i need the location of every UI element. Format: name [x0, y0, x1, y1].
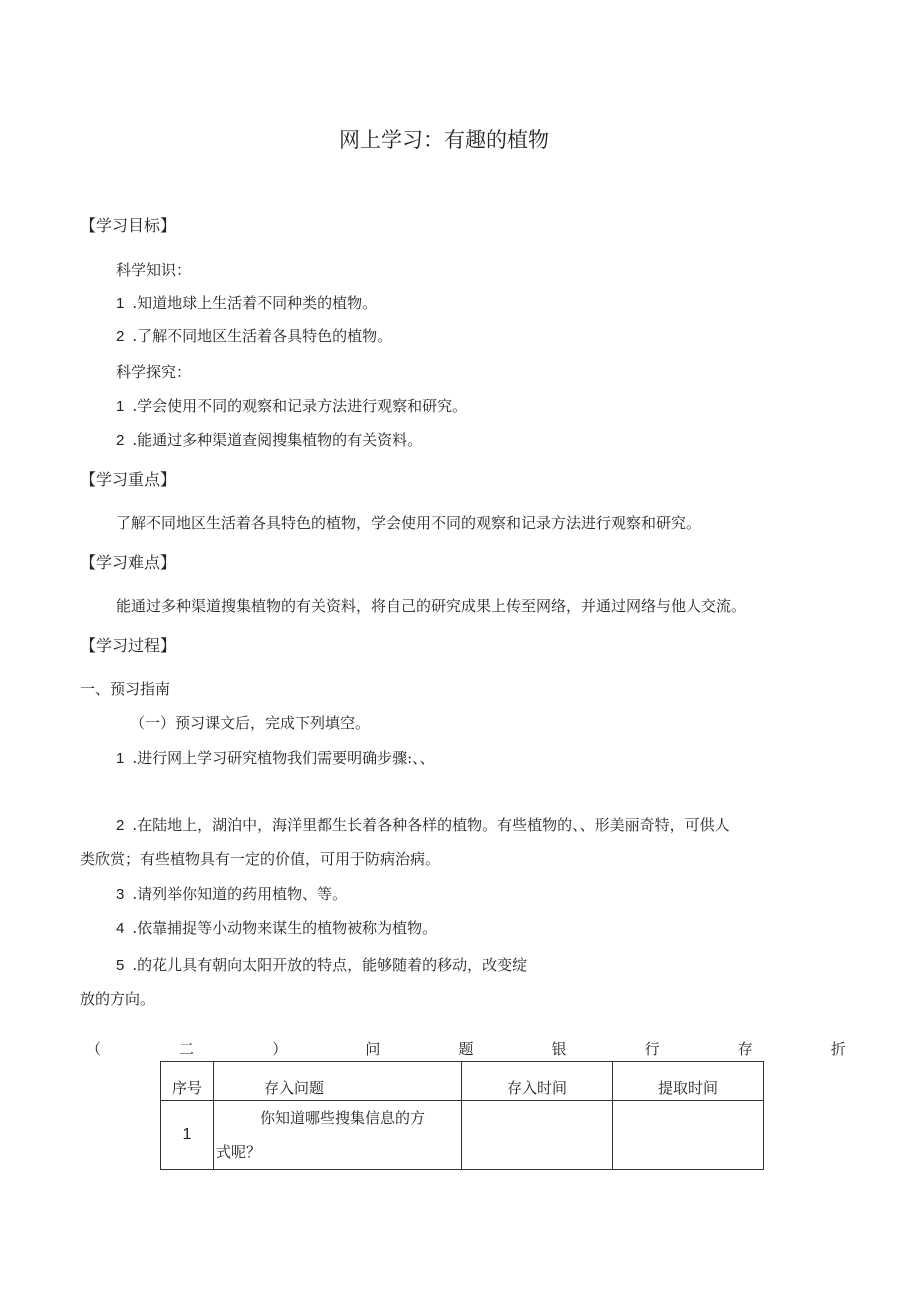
table-header-row — [161, 1062, 764, 1101]
inquiry-item — [116, 430, 422, 451]
spread-char: 折 — [830, 1040, 846, 1058]
spread-char: 问 — [365, 1040, 381, 1058]
item-number: 2 — [116, 817, 125, 834]
knowledge-item — [116, 326, 392, 347]
item-number: 4 — [116, 920, 125, 937]
item-number: 2 — [116, 328, 125, 345]
item-text: .依靠捕捉等小动物来谋生的植物被称为植物。 — [132, 919, 438, 937]
difficulties-heading: 【学习难点】 — [80, 553, 177, 572]
subsection-question-bank — [86, 1039, 846, 1059]
question-line: 你知道哪些搜集信息的方 — [260, 1109, 426, 1127]
header-cell: 序号 — [161, 1062, 214, 1101]
process-heading: 【学习过程】 — [80, 636, 177, 655]
spread-char: ） — [272, 1040, 288, 1058]
item-number: 1 — [116, 398, 125, 415]
inquiry-label: 科学探究： — [116, 363, 192, 381]
question-item — [116, 815, 730, 836]
difficulties-text: 能通过多种渠道搜集植物的有关资料，将自己的研究成果上传至网络，并通过网络与他人交流。 — [116, 597, 747, 615]
item-text: .进行网上学习研究植物我们需要明确步骤:、、 — [132, 749, 435, 767]
item-number: 5 — [116, 957, 125, 974]
question-item — [116, 884, 347, 905]
question-cell — [214, 1101, 462, 1170]
knowledge-label: 科学知识： — [116, 261, 192, 279]
deposit-time-cell[interactable] — [462, 1101, 613, 1170]
header-cell: 提取时间 — [613, 1062, 764, 1101]
item-number: 2 — [116, 432, 125, 449]
objectives-heading: 【学习目标】 — [80, 216, 177, 235]
item-text: .能通过多种渠道查阅搜集植物的有关资料。 — [132, 431, 423, 449]
spread-char: 存 — [737, 1040, 753, 1058]
item-text: .的花儿具有朝向太阳开放的特点，能够随着的移动，改变绽 — [132, 956, 528, 974]
subsection-fill-blanks: （一）预习课文后，完成下列填空。 — [130, 714, 371, 732]
item-number: 1 — [116, 295, 125, 312]
item-text: .学会使用不同的观察和记录方法进行观察和研究。 — [132, 397, 468, 415]
item-text: .在陆地上，湖泊中，海洋里都生长着各种各样的植物。有些植物的、、形美丽奇特，可供人 — [132, 816, 730, 834]
question-line: 式呢？ — [216, 1143, 262, 1161]
spread-char: 题 — [458, 1040, 474, 1058]
question-item-continued: 类欣赏；有些植物具有一定的价值，可用于防病治病。 — [80, 850, 441, 868]
question-item-continued: 放的方向。 — [80, 990, 156, 1008]
knowledge-item — [116, 293, 377, 314]
page-title: 网上学习：有趣的植物 — [339, 128, 549, 152]
question-item — [116, 748, 435, 769]
key-points-text: 了解不同地区生活着各具特色的植物，学会使用不同的观察和记录方法进行观察和研究。 — [116, 514, 702, 532]
withdraw-time-cell[interactable] — [613, 1101, 764, 1170]
spread-char: 行 — [644, 1040, 660, 1058]
header-cell: 存入问题 — [214, 1062, 462, 1101]
question-item — [116, 955, 527, 976]
item-number: 3 — [116, 886, 125, 903]
section-preview-guide: 一、预习指南 — [80, 680, 171, 698]
spread-char: 银 — [551, 1040, 567, 1058]
item-text: .知道地球上生活着不同种类的植物。 — [132, 294, 378, 312]
spread-char: （ — [86, 1040, 102, 1058]
spread-char: 二 — [179, 1040, 195, 1058]
question-bank-table — [160, 1061, 764, 1170]
item-number: 1 — [116, 750, 125, 767]
inquiry-item — [116, 396, 467, 417]
item-text: .请列举你知道的药用植物、等。 — [132, 885, 348, 903]
table-row — [161, 1101, 764, 1170]
item-text: .了解不同地区生活着各具特色的植物。 — [132, 327, 393, 345]
header-cell: 存入时间 — [462, 1062, 613, 1101]
row-number: 1 — [161, 1101, 214, 1170]
question-item — [116, 918, 437, 939]
key-points-heading: 【学习重点】 — [80, 470, 177, 489]
